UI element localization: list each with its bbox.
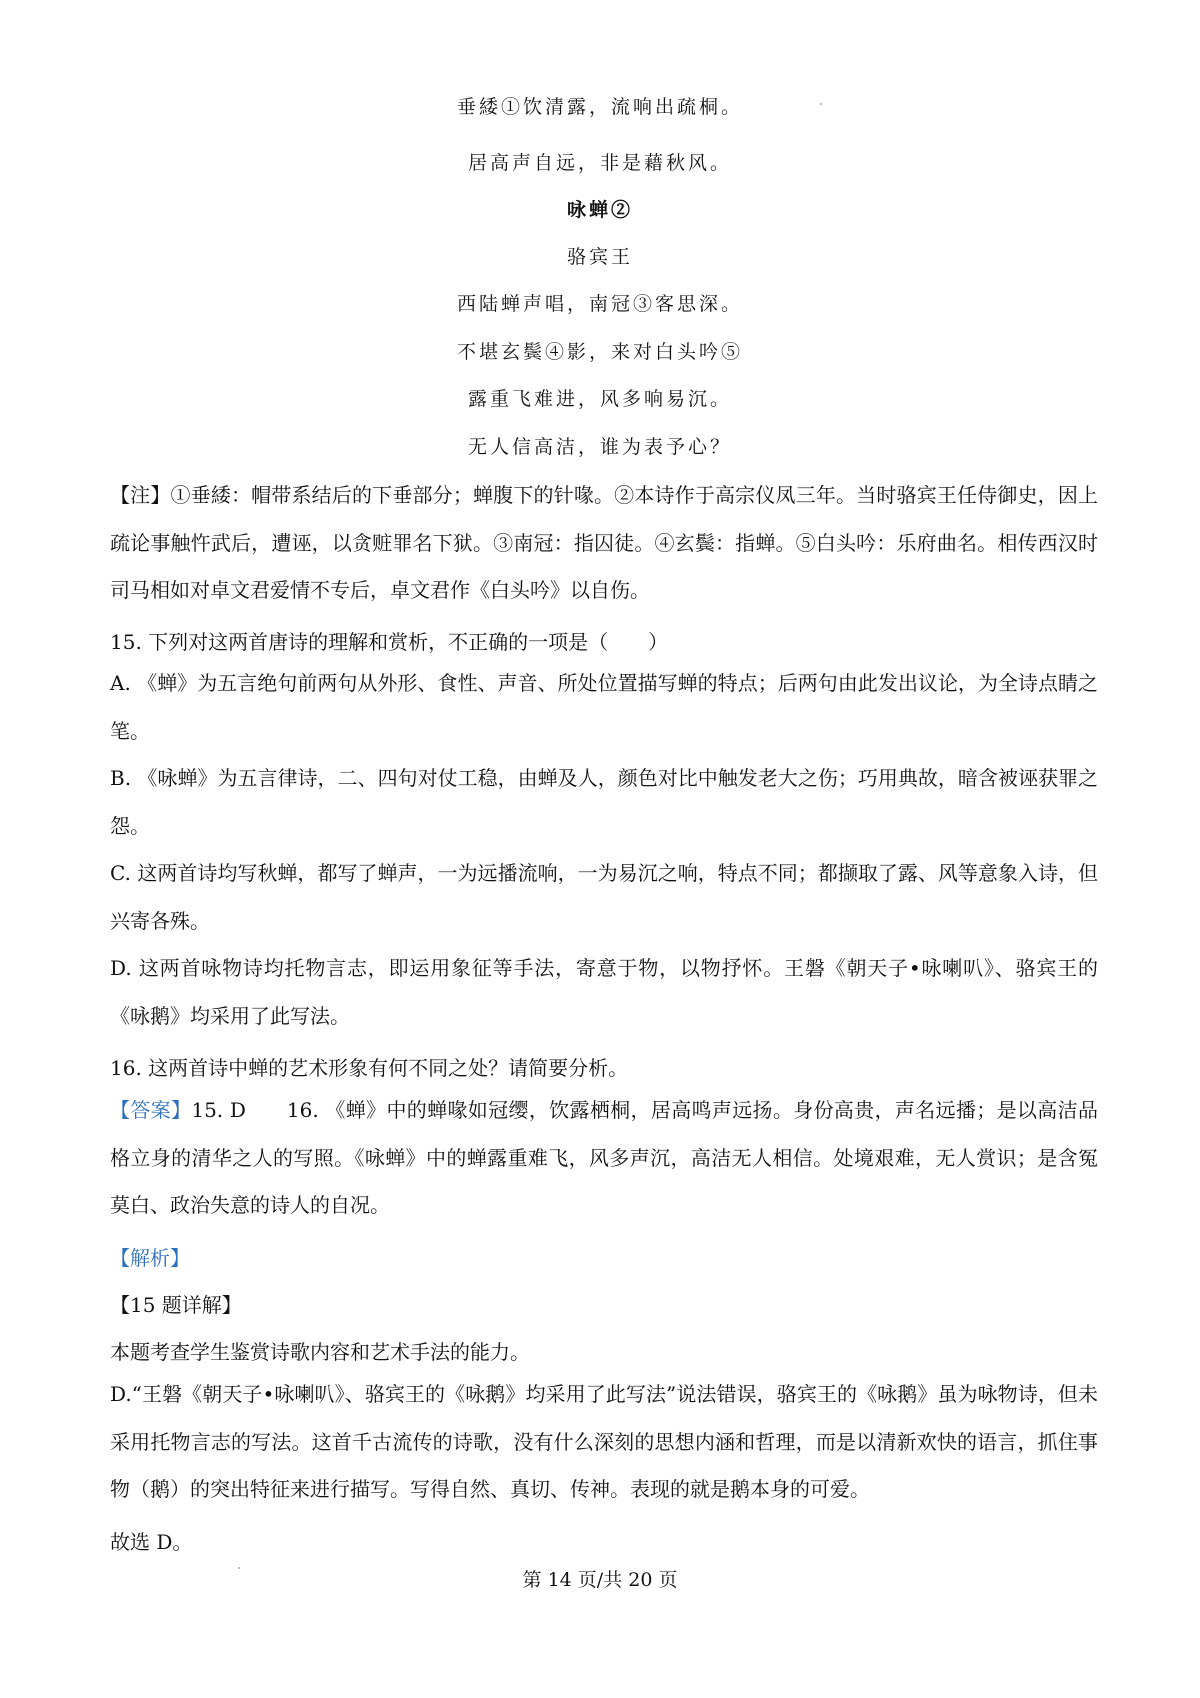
analysis-conclusion: 故选 D。 bbox=[110, 1530, 193, 1554]
analysis-body: D.“王磐《朝天子•咏喇叭》、骆宾王的《咏鹅》均采用了此写法”说法错误，骆宾王的《咏鹅》虽为咏物诗，但未采用托物言志的写法。这首千古流传的诗歌，没有什么深刻的思想内涵和哲理，而是以清新欢快的语言，抓住事物（鹅）的突出特征来进行描写。写得自然、真切、传神。表现的就是鹅本身的可爱。 bbox=[110, 1382, 1098, 1501]
answer-text: 15. D 16. 《蝉》中的蝉喙如冠缨，饮露栖桐，居高鸣声远扬。身份高贵，声名远播；是以高洁品格立身的清华之人的写照。《咏蝉》中的蝉露重难飞，风多声沉，高洁无人相信。处境艰难，无人赏识；是含冤莫白、政治失意的诗人的自况。 bbox=[110, 1098, 1098, 1217]
scan-speck bbox=[820, 103, 822, 105]
question-15-option-d: D. 这两首咏物诗均托物言志，即运用象征等手法，寄意于物，以物抒怀。王磐《朝天子•咏喇叭》、骆宾王的《咏鹅》均采用了此写法。 bbox=[110, 956, 1098, 1028]
poem-body-line-1: 西陆蝉声唱，南冠③客思深。 bbox=[456, 293, 743, 315]
poem-author: 骆宾王 bbox=[566, 246, 633, 268]
page-footer: 第 14 页/共 20 页 bbox=[522, 1569, 678, 1591]
poem-line-2: 居高声自远，非是藉秋风。 bbox=[467, 152, 732, 174]
question-15-option-b: B. 《咏蝉》为五言律诗，二、四句对仗工稳，由蝉及人，颜色对比中触发老大之伤；巧用典故，暗含被诬获罪之怨。 bbox=[110, 766, 1098, 838]
poem-line-1: 垂緌①饮清露，流响出疏桐。 bbox=[456, 96, 743, 118]
analysis-detail-title: 【15 题详解】 bbox=[110, 1293, 242, 1317]
analysis-intro: 本题考查学生鉴赏诗歌内容和艺术手法的能力。 bbox=[110, 1340, 530, 1364]
question-15-option-c: C. 这两首诗均写秋蝉，都写了蝉声，一为远播流响，一为易沉之响，特点不同；都撷取了露、风等意象入诗，但兴寄各殊。 bbox=[110, 861, 1098, 933]
answer-block bbox=[110, 1087, 1098, 1230]
annotation-note: 【注】①垂緌：帽带系结后的下垂部分；蝉腹下的针喙。②本诗作于高宗仪凤三年。当时骆宾王任侍御史，因上疏论事触忤武后，遭诬，以贪赃罪名下狱。③南冠：指囚徒。④玄鬓：指蝉。⑤白头吟：乐府曲名。相传西汉时司马相如对卓文君爱情不专后，卓文君作《白头吟》以自伤。 bbox=[110, 483, 1098, 602]
poem-title: 咏蝉② bbox=[566, 199, 633, 221]
question-15-stem: 15. 下列对这两首唐诗的理解和赏析，不正确的一项是（ ） bbox=[110, 630, 669, 654]
question-15-option-a: A. 《蝉》为五言绝句前两句从外形、食性、声音、所处位置描写蝉的特点；后两句由此发出议论，为全诗点睛之笔。 bbox=[110, 671, 1098, 743]
poem-body-line-4: 无人信高洁，谁为表予心？ bbox=[467, 436, 732, 458]
analysis-label: 【解析】 bbox=[110, 1246, 190, 1270]
question-16-stem: 16. 这两首诗中蝉的艺术形象有何不同之处？请简要分析。 bbox=[110, 1056, 629, 1080]
poem-body-line-3: 露重飞难进，风多响易沉。 bbox=[467, 388, 732, 410]
poem-body-line-2: 不堪玄鬓④影，来对白头吟⑤ bbox=[456, 341, 743, 363]
scan-speck bbox=[238, 1567, 240, 1569]
answer-label: 【答案】 bbox=[110, 1098, 192, 1122]
